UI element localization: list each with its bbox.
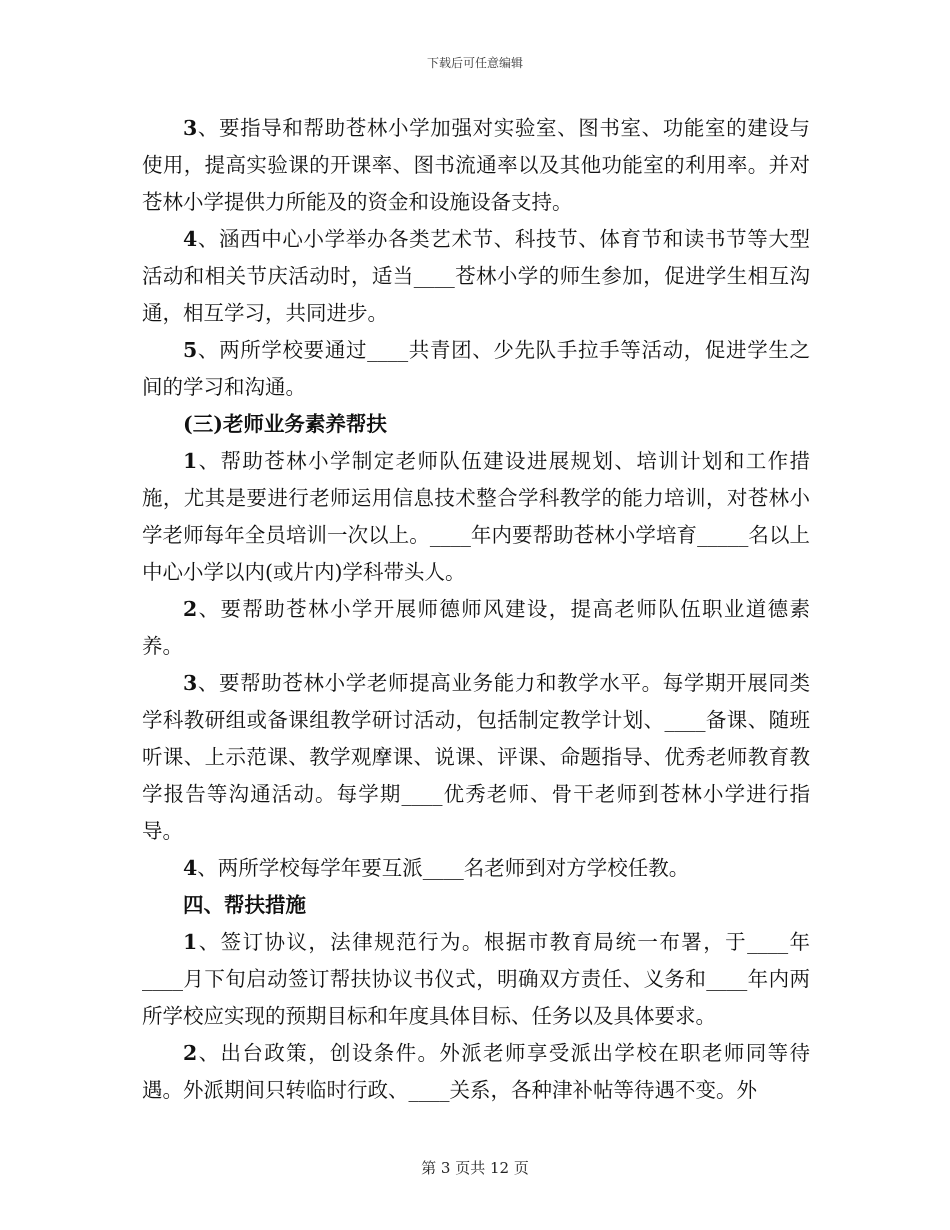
paragraph-text: 、帮助苍林小学制定老师队伍建设进展规划、培训计划和工作措施，尤其是要进行老师运用信息技术整合学科教学的能力培训，对苍林小学老师每年全员培训一次以上。____年内要帮助苍林小学培育_____名以上中心小学以内(或片内)学科带头人。 <box>142 449 810 584</box>
paragraph-text: 、签订协议，法律规范行为。根据市教育局统一布署，于____年____月下旬启动签订帮扶协议书仪式，明确双方责任、义务和____年内两所学校应实现的预期目标和年度具体目标、任务以及具体要求。 <box>142 930 810 1028</box>
paragraph-text: 、要帮助苍林小学老师提高业务能力和教学水平。每学期开展同类学科教研组或备课组教学研讨活动，包括制定教学计划、____备课、随班听课、上示范课、教学观摩课、说课、评课、命题指导、优秀老师教育教学报告等沟通活动。每学期____优秀老师、骨干老师到苍林小学进行指导。 <box>142 671 810 843</box>
paragraph <box>142 110 810 221</box>
section-heading: 四、帮扶措施 <box>183 893 306 917</box>
section-heading: (三)老师业务素养帮扶 <box>183 412 387 436</box>
paragraph-text: 、涵西中心小学举办各类艺术节、科技节、体育节和读书节等大型活动和相关节庆活动时，适当____苍林小学的师生参加，促进学生相互沟通，相互学习，共同进步。 <box>142 227 810 325</box>
paragraph <box>142 221 810 332</box>
paragraph <box>142 332 810 406</box>
paragraph-number: 1 <box>183 449 198 473</box>
paragraph-text: 、要帮助苍林小学开展师德师风建设，提高老师队伍职业道德素养。 <box>142 597 810 658</box>
page-footer: 第 3 页共 12 页 <box>421 1159 529 1177</box>
paragraph-text: 、两所学校要通过____共青团、少先队手拉手等活动，促进学生之间的学习和沟通。 <box>142 338 810 399</box>
paragraph-number: 2 <box>183 597 198 621</box>
page-header: 下载后可任意编辑 <box>426 56 523 70</box>
paragraph <box>142 1035 810 1109</box>
paragraph-number: 3 <box>183 116 198 140</box>
paragraph-number: 2 <box>183 1041 198 1065</box>
paragraph-number: 5 <box>183 338 198 362</box>
paragraph-number: 1 <box>183 930 198 954</box>
paragraph-number: 3 <box>183 671 198 695</box>
paragraph <box>142 591 810 665</box>
paragraph <box>142 443 810 591</box>
paragraph <box>142 924 810 1035</box>
paragraph-number: 4 <box>183 227 198 251</box>
paragraph-text: 、两所学校每学年要互派____名老师到对方学校任教。 <box>197 856 690 880</box>
paragraph-text: 、要指导和帮助苍林小学加强对实验室、图书室、功能室的建设与使用，提高实验课的开课率、图书流通率以及其他功能室的利用率。并对苍林小学提供力所能及的资金和设施设备支持。 <box>142 116 810 214</box>
document-body <box>142 110 810 1109</box>
paragraph-text: 、出台政策，创设条件。外派老师享受派出学校在职老师同等待遇。外派期间只转临时行政、____关系，各种津补帖等待遇不变。外 <box>142 1041 810 1102</box>
paragraph <box>142 665 810 850</box>
paragraph-number: 4 <box>183 856 198 880</box>
paragraph <box>142 850 810 887</box>
